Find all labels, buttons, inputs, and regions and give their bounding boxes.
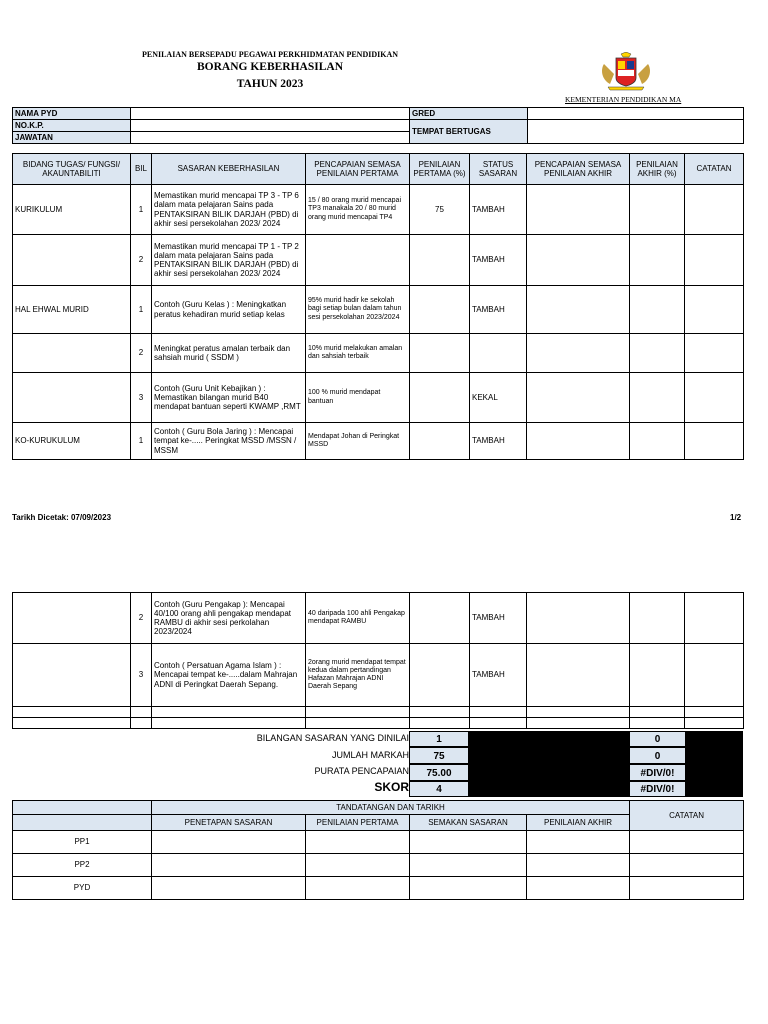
sasaran-cell: Contoh ( Persatuan Agama Islam ) : Mencapai tempat ke-.....dalam Mahrajan ADNI di Peringkat Daerah Sepang. <box>152 644 306 707</box>
jumlah-value: 75 <box>409 747 469 764</box>
print-date: Tarikh Dicetak: 07/09/2023 <box>12 513 112 522</box>
target-table-page1 <box>12 153 744 460</box>
status-cell: TAMBAH <box>470 235 527 286</box>
bidang-cell <box>13 593 131 644</box>
tempat-label: TEMPAT BERTUGAS <box>410 120 528 144</box>
empty-cell <box>131 718 152 729</box>
catatan-cell[interactable] <box>685 185 744 235</box>
col-status: STATUS SASARAN <box>470 154 527 185</box>
bil-cell: 1 <box>131 185 152 235</box>
catatan-cell[interactable] <box>685 644 744 707</box>
pertama-cell[interactable] <box>410 593 470 644</box>
signature-catatan: CATATAN <box>630 801 744 831</box>
col-bidang: BIDANG TUGAS/ FUNGSI/ AKAUNTABILITI <box>13 154 131 185</box>
col-penilaian-akhir: PENILAIAN AKHIR (%) <box>630 154 685 185</box>
summary-block <box>12 731 743 797</box>
empty-cell <box>527 718 630 729</box>
gred-label: GRED <box>410 108 528 120</box>
catatan-cell[interactable] <box>685 286 744 334</box>
table-row <box>13 644 744 707</box>
bidang-cell <box>13 334 131 373</box>
akhir-penilaian-cell[interactable] <box>630 644 685 707</box>
akhir-pencapaian-cell[interactable] <box>527 644 630 707</box>
signature-table <box>12 800 744 900</box>
bidang-cell: KO-KURUKULUM <box>13 423 131 460</box>
sasaran-cell: Contoh (Guru Unit Kebajikan ) : Memastikan bilangan murid B40 mendapat bantuan seperti KWAMP ,RMT <box>152 373 306 423</box>
akhir-penilaian-cell[interactable] <box>630 286 685 334</box>
sasaran-cell: Contoh (Guru Kelas ) : Meningkatkan peratus kehadiran murid setiap kelas <box>152 286 306 334</box>
bilangan-label: BILANGAN SASARAN YANG DINILAI <box>256 733 409 743</box>
nokp-value[interactable] <box>131 120 410 132</box>
purata-label: PURATA PENCAPAIAN <box>314 766 409 776</box>
bidang-cell <box>13 235 131 286</box>
signature-cell[interactable] <box>527 877 630 900</box>
akhir-penilaian-cell[interactable] <box>630 373 685 423</box>
empty-cell <box>13 801 152 815</box>
jawatan-value[interactable] <box>131 132 410 144</box>
pertama-cell <box>410 373 470 423</box>
form-header-line2: BORANG KEBERHASILAN <box>196 61 343 73</box>
bil-cell: 1 <box>131 423 152 460</box>
bil-cell: 2 <box>131 235 152 286</box>
table-row <box>13 373 744 423</box>
signature-title: TANDATANGAN DAN TARIKH <box>152 801 630 815</box>
akhir-pencapaian-cell[interactable] <box>527 593 630 644</box>
empty-cell <box>470 718 527 729</box>
skor-label: SKOR <box>374 780 409 794</box>
catatan-cell[interactable] <box>685 235 744 286</box>
sign-col-penetapan: PENETAPAN SASARAN <box>152 815 306 831</box>
table-row <box>13 593 744 644</box>
empty-cell <box>630 707 685 718</box>
table-row <box>13 235 744 286</box>
signature-cell[interactable] <box>630 854 744 877</box>
col-penilaian-pertama: PENILAIAN PERTAMA (%) <box>410 154 470 185</box>
col-sasaran: SASARAN KEBERHASILAN <box>152 154 306 185</box>
pencapaian-cell: 100 % murid mendapat bantuan <box>306 373 410 423</box>
pencapaian-cell: 15 / 80 orang murid mencapai TP3 manakala 20 / 80 murid orang murid mencapai TP4 <box>306 185 410 235</box>
akhir-pencapaian-cell[interactable] <box>527 334 630 373</box>
akhir-penilaian-cell[interactable] <box>630 593 685 644</box>
empty-cell <box>685 718 744 729</box>
skor-value: 4 <box>409 781 469 797</box>
catatan-cell[interactable] <box>685 423 744 460</box>
col-bil: BIL <box>131 154 152 185</box>
akhir-penilaian-cell[interactable] <box>630 235 685 286</box>
sasaran-cell: Contoh (Guru Pengakap ): Mencapai 40/100 orang ahli pengakap mendapat RAMBU di akhir sesi perkolahan 2023/2024 <box>152 593 306 644</box>
catatan-cell[interactable] <box>685 593 744 644</box>
signature-cell[interactable] <box>410 831 527 854</box>
table-row <box>13 423 744 460</box>
ministry-name: KEMENTERIAN PENDIDIKAN MA <box>565 95 682 104</box>
sign-col-semakan: SEMAKAN SASARAN <box>410 815 527 831</box>
akhir-pencapaian-cell[interactable] <box>527 185 630 235</box>
sasaran-cell: Meningkat peratus amalan terbaik dan sahsiah murid ( SSDM ) <box>152 334 306 373</box>
empty-cell <box>630 718 685 729</box>
purata-value: 75.00 <box>409 764 469 781</box>
status-cell: TAMBAH <box>470 593 527 644</box>
pencapaian-cell: 95% murid hadir ke sekolah bagi setiap bulan dalam tahun sesi persekolahan 2023/2024 <box>306 286 410 334</box>
akhir-penilaian-cell[interactable] <box>630 185 685 235</box>
pencapaian-cell: 2orang murid mendapat tempat kedua dalam pertandingan Hafazan Mahrajan ADNI Daerah Sepang <box>306 644 410 707</box>
bil-cell: 3 <box>131 644 152 707</box>
bil-cell: 2 <box>131 334 152 373</box>
bil-cell: 3 <box>131 373 152 423</box>
signature-cell[interactable] <box>527 831 630 854</box>
signature-cell[interactable] <box>630 831 744 854</box>
pencapaian-cell: 10% murid melakukan amalan dan sahsiah terbaik <box>306 334 410 373</box>
sasaran-cell: Contoh ( Guru Bola Jaring ) : Mencapai tempat ke-..... Peringkat MSSD /MSSN / MSSM <box>152 423 306 460</box>
page-number: 1/2 <box>730 513 742 522</box>
empty-cell <box>131 707 152 718</box>
empty-cell <box>152 718 306 729</box>
catatan-cell[interactable] <box>685 334 744 373</box>
signature-cell[interactable] <box>152 877 306 900</box>
empty-cell <box>306 707 410 718</box>
empty-cell <box>152 707 306 718</box>
signature-cell[interactable] <box>410 877 527 900</box>
akhir-penilaian-cell[interactable] <box>630 334 685 373</box>
bidang-cell <box>13 373 131 423</box>
pertama-cell <box>410 286 470 334</box>
summary-dark-area <box>469 731 743 797</box>
info-table <box>12 107 744 144</box>
akhir-pencapaian-cell[interactable] <box>527 423 630 460</box>
pertama-cell <box>410 235 470 286</box>
gred-value[interactable] <box>528 108 744 120</box>
empty-cell <box>470 707 527 718</box>
akhir-pencapaian-cell[interactable] <box>527 373 630 423</box>
bidang-cell: KURIKULUM <box>13 185 131 235</box>
bidang-cell <box>13 644 131 707</box>
bidang-cell: HAL EHWAL MURID <box>13 286 131 334</box>
sasaran-cell: Memastikan murid mencapai TP 1 - TP 2 dalam mata pelajaran Sains pada PENTAKSIRAN BILIK DARJAH (PBD) di akhir sesi persekolahan 2023/ 2024 <box>152 235 306 286</box>
bilangan-akhir-value: 0 <box>629 731 686 747</box>
status-cell: TAMBAH <box>470 185 527 235</box>
empty-cell <box>306 718 410 729</box>
empty-cell <box>410 707 470 718</box>
table-row <box>13 185 744 235</box>
pertama-cell: 75 <box>410 185 470 235</box>
sign-row-label: PP2 <box>13 854 152 877</box>
bil-cell: 2 <box>131 593 152 644</box>
akhir-penilaian-cell[interactable] <box>630 423 685 460</box>
signature-cell[interactable] <box>410 854 527 877</box>
empty-cell <box>13 707 131 718</box>
sign-col-pertama: PENILAIAN PERTAMA <box>306 815 410 831</box>
signature-cell[interactable] <box>306 877 410 900</box>
pencapaian-cell: 40 daripada 100 ahli Pengakap mendapat RAMBU <box>306 593 410 644</box>
table-row <box>13 707 744 718</box>
target-table-page2 <box>12 592 744 729</box>
signature-cell[interactable] <box>306 831 410 854</box>
purata-akhir-value: #DIV/0! <box>629 764 686 781</box>
empty-cell <box>13 815 152 831</box>
coat-of-arms-logo <box>598 52 654 92</box>
signature-cell[interactable] <box>630 877 744 900</box>
jumlah-label: JUMLAH MARKAH <box>331 750 409 760</box>
sign-col-akhir: PENILAIAN AKHIR <box>527 815 630 831</box>
empty-cell <box>13 718 131 729</box>
pencapaian-cell: Mendapat Johan di Peringkat MSSD <box>306 423 410 460</box>
status-cell <box>470 334 527 373</box>
status-cell: KEKAL <box>470 373 527 423</box>
bil-cell: 1 <box>131 286 152 334</box>
empty-cell <box>685 707 744 718</box>
table-row <box>13 286 744 334</box>
signature-row <box>13 877 744 900</box>
sasaran-cell: Memastikan murid mencapai TP 3 - TP 6 dalam mata pelajaran Sains pada PENTAKSIRAN BILIK DARJAH (PBD) di akhir sesi persekolahan 2023/ 2024 <box>152 185 306 235</box>
nokp-label: NO.K.P. <box>13 120 131 132</box>
signature-row <box>13 854 744 877</box>
status-cell: TAMBAH <box>470 644 527 707</box>
pertama-cell <box>410 334 470 373</box>
status-cell: TAMBAH <box>470 423 527 460</box>
pencapaian-cell <box>306 235 410 286</box>
pertama-cell[interactable] <box>410 644 470 707</box>
pertama-cell <box>410 423 470 460</box>
empty-cell <box>527 707 630 718</box>
nama-value[interactable] <box>131 108 410 120</box>
form-header-line3: TAHUN 2023 <box>236 78 304 90</box>
tempat-value[interactable] <box>528 120 744 144</box>
akhir-pencapaian-cell[interactable] <box>527 235 630 286</box>
sign-row-label: PP1 <box>13 831 152 854</box>
status-cell: TAMBAH <box>470 286 527 334</box>
signature-cell[interactable] <box>152 854 306 877</box>
jawatan-label: JAWATAN <box>13 132 131 144</box>
col-catatan: CATATAN <box>685 154 744 185</box>
signature-cell[interactable] <box>527 854 630 877</box>
col-pencapaian-pertama: PENCAPAIAN SEMASA PENILAIAN PERTAMA <box>306 154 410 185</box>
empty-cell <box>410 718 470 729</box>
catatan-cell[interactable] <box>685 373 744 423</box>
signature-row <box>13 831 744 854</box>
sign-row-label: PYD <box>13 877 152 900</box>
jumlah-akhir-value: 0 <box>629 747 686 764</box>
signature-cell[interactable] <box>152 831 306 854</box>
akhir-pencapaian-cell[interactable] <box>527 286 630 334</box>
table-row <box>13 718 744 729</box>
bilangan-value: 1 <box>409 731 469 747</box>
signature-cell[interactable] <box>306 854 410 877</box>
col-pencapaian-akhir: PENCAPAIAN SEMASA PENILAIAN AKHIR <box>527 154 630 185</box>
table-row <box>13 334 744 373</box>
skor-akhir-value: #DIV/0! <box>629 781 686 797</box>
nama-label: NAMA PYD <box>13 108 131 120</box>
form-header-line1: PENILAIAN BERSEPADU PEGAWAI PERKHIDMATAN PENDIDIKAN <box>141 50 399 59</box>
